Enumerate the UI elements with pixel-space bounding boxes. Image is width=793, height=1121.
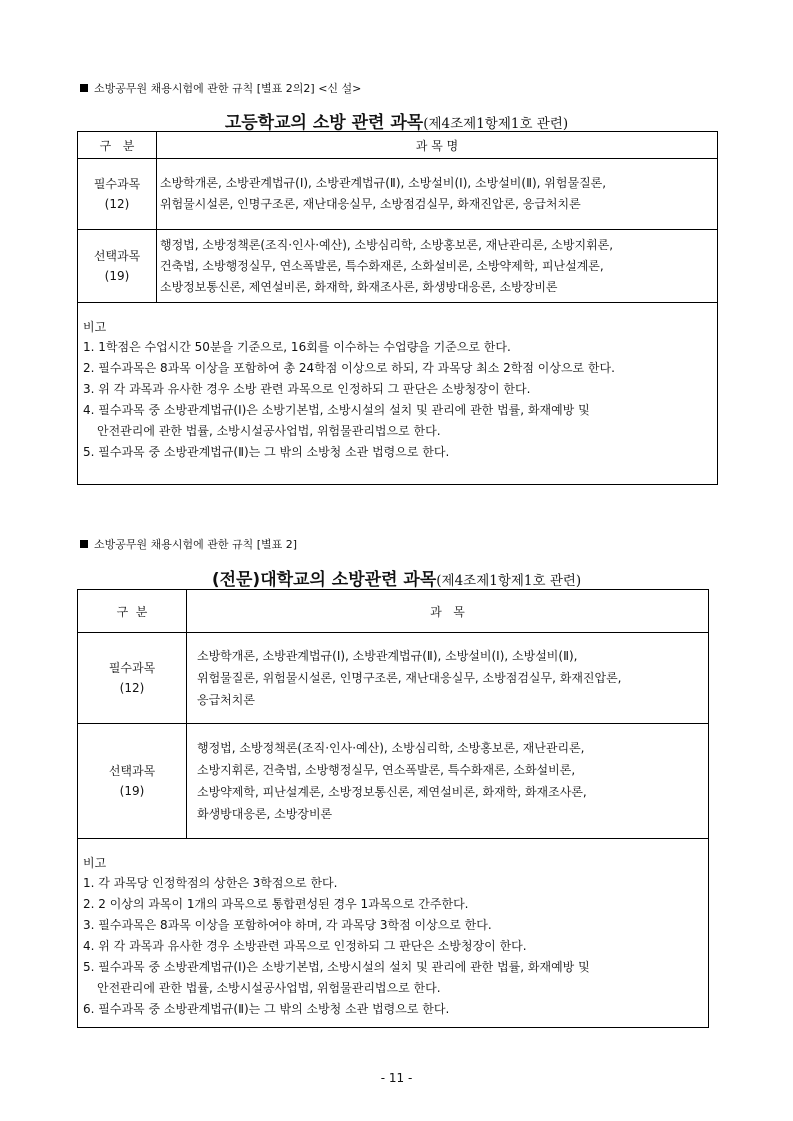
table-row-required xyxy=(78,159,718,230)
header-category: 구 분 xyxy=(78,590,187,633)
note-item: 1. 각 과목당 인정학점의 상한은 3학점으로 한다. xyxy=(83,876,338,890)
note-item: 1. 1학점은 수업시간 50분을 기준으로, 16회를 이수하는 수업량을 기준으로 한다. xyxy=(83,340,511,354)
courses-cell: 소방학개론, 소방관계법규(Ⅰ), 소방관계법규(Ⅱ), 소방설비(Ⅰ), 소방설비(Ⅱ), 위험물질론, 위험물시설론, 인명구조론, 재난대응실무, 소방점검실무, 화재진압론, 응급처치론 xyxy=(157,159,718,230)
section1-title xyxy=(0,108,793,133)
table-header-row xyxy=(78,590,709,633)
note-item-continuation: 안전관리에 관한 법률, 소방시설공사업법, 위험물관리법으로 한다. xyxy=(97,424,441,438)
section2-table xyxy=(77,589,709,1028)
section1-title-sub: (제4조제1항제1호 관련) xyxy=(423,116,569,132)
table-row-required xyxy=(78,633,709,724)
section2-title-sub: (제4조제1항제1호 관련) xyxy=(436,573,582,589)
note-item: 2. 필수과목은 8과목 이상을 포함하여 총 24학점 이상으로 하되, 각 과목당 최소 2학점 이상으로 한다. xyxy=(83,361,615,375)
section1-table xyxy=(77,131,718,485)
category-cell: 필수과목 (12) xyxy=(78,159,157,230)
section1-title-main: 고등학교의 소방 관련 과목 xyxy=(224,113,424,133)
square-bullet-icon xyxy=(80,540,88,548)
section2-title xyxy=(0,565,793,590)
courses-cell: 행정법, 소방정책론(조직·인사·예산), 소방심리학, 소방홍보론, 재난관리론, 소방지휘론, 건축법, 소방행정실무, 연소폭발론, 특수화재론, 소화설비론, 소방약제학, 피난설계론, 소방정보통신론, 제연설비론, 화재학, 화재조사론, 화생방대응론, 소방장비론 xyxy=(157,230,718,303)
notes-title: 비고 xyxy=(83,856,107,870)
table-row-elective xyxy=(78,724,709,839)
header-subjects: 과 목 명 xyxy=(157,132,718,159)
note-item: 3. 위 각 과목과 유사한 경우 소방 관련 과목으로 인정하되 그 판단은 소방청장이 한다. xyxy=(83,382,531,396)
section2-reference: 소방공무원 채용시험에 관한 규칙 [별표 2] xyxy=(80,536,297,552)
courses-cell: 소방학개론, 소방관계법규(Ⅰ), 소방관계법규(Ⅱ), 소방설비(Ⅰ), 소방설비(Ⅱ), 위험물질론, 위험물시설론, 인명구조론, 재난대응실무, 소방점검실무, 화재진압론, 응급처치론 xyxy=(187,633,709,724)
notes-row xyxy=(78,303,718,485)
notes-cell xyxy=(78,839,709,1028)
note-item: 4. 필수과목 중 소방관계법규(Ⅰ)은 소방기본법, 소방시설의 설치 및 관리에 관한 법률, 화재예방 및 xyxy=(83,403,590,417)
page-number: - 11 - xyxy=(380,1071,413,1085)
notes-row xyxy=(78,839,709,1028)
courses-cell: 행정법, 소방정책론(조직·인사·예산), 소방심리학, 소방홍보론, 재난관리론, 소방지휘론, 건축법, 소방행정실무, 연소폭발론, 특수화재론, 소화설비론, 소방약제학, 피난설계론, 소방정보통신론, 제연설비론, 화재학, 화재조사론, 화생방대응론, 소방장비론 xyxy=(187,724,709,839)
table-row-elective xyxy=(78,230,718,303)
table-header-row xyxy=(78,132,718,159)
note-item: 2. 2 이상의 과목이 1개의 과목으로 통합편성된 경우 1과목으로 간주한다. xyxy=(83,897,469,911)
note-item: 4. 위 각 과목과 유사한 경우 소방관련 과목으로 인정하되 그 판단은 소방청장이 한다. xyxy=(83,939,527,953)
category-cell: 선택과목 (19) xyxy=(78,724,187,839)
header-subjects: 과 목 xyxy=(187,590,709,633)
category-cell: 필수과목 (12) xyxy=(78,633,187,724)
note-item: 6. 필수과목 중 소방관계법규(Ⅱ)는 그 밖의 소방청 소관 법령으로 한다. xyxy=(83,1002,450,1016)
category-cell: 선택과목 (19) xyxy=(78,230,157,303)
note-item-continuation: 안전관리에 관한 법률, 소방시설공사업법, 위험물관리법으로 한다. xyxy=(97,981,441,995)
header-category: 구 분 xyxy=(78,132,157,159)
section2-title-main: (전문)대학교의 소방관련 과목 xyxy=(211,570,437,590)
note-item: 3. 필수과목은 8과목 이상을 포함하여야 하며, 각 과목당 3학점 이상으로 한다. xyxy=(83,918,492,932)
notes-cell xyxy=(78,303,718,485)
section1-reference: 소방공무원 채용시험에 관한 규칙 [별표 2의2] <신 설> xyxy=(80,80,361,96)
note-item: 5. 필수과목 중 소방관계법규(Ⅰ)은 소방기본법, 소방시설의 설치 및 관리에 관한 법률, 화재예방 및 xyxy=(83,960,590,974)
notes-title: 비고 xyxy=(83,320,107,334)
note-item: 5. 필수과목 중 소방관계법규(Ⅱ)는 그 밖의 소방청 소관 법령으로 한다. xyxy=(83,445,450,459)
square-bullet-icon xyxy=(80,84,88,92)
